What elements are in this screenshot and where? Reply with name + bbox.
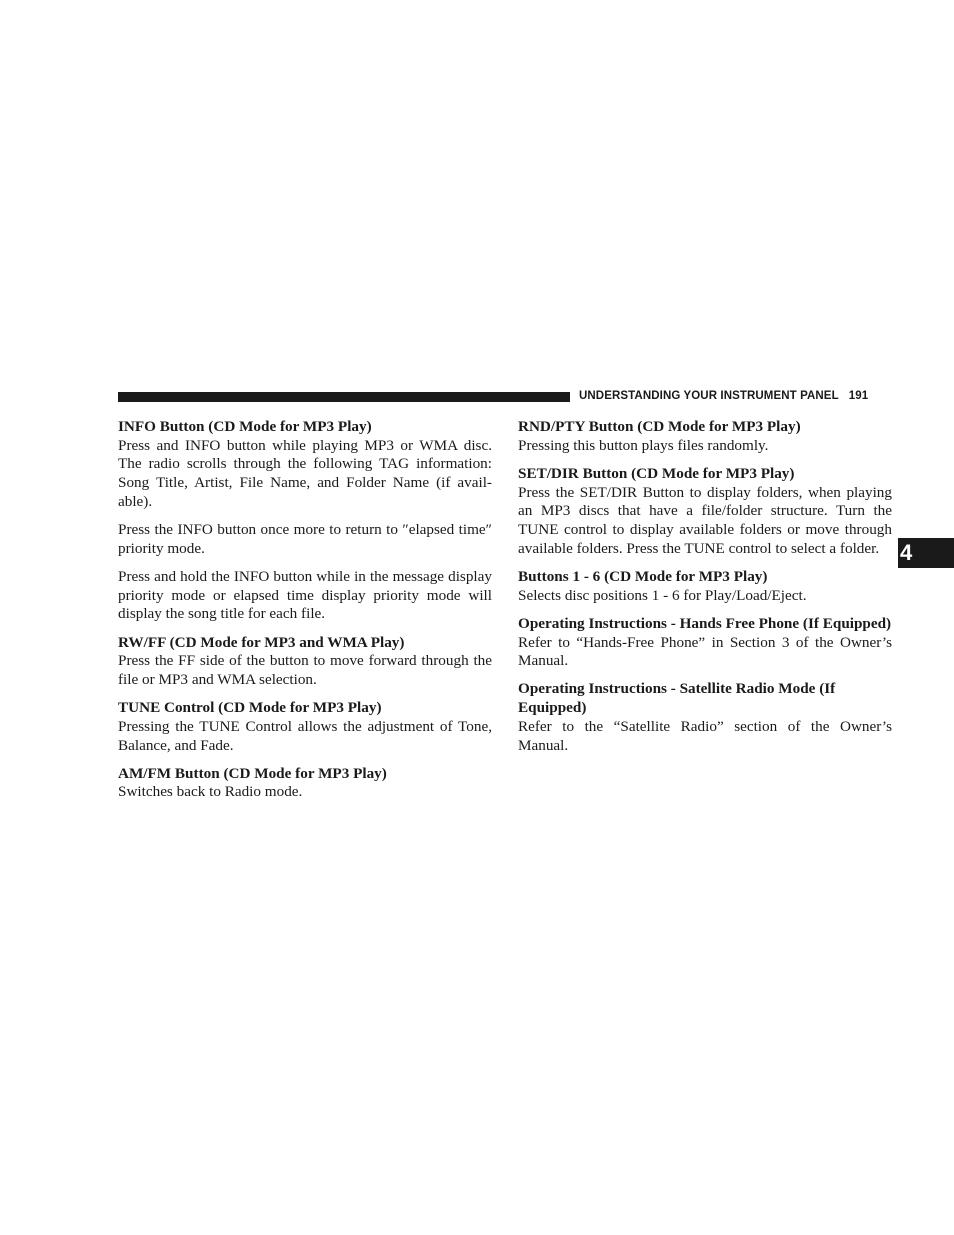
section-heading: AM/FM Button (CD Mode for MP3 Play) xyxy=(118,764,387,782)
header-rule xyxy=(118,392,570,402)
section-paragraph: Refer to the “Satellite Radio” section of the Owner’s Manual. xyxy=(518,717,892,754)
section-rnd-pty-button xyxy=(518,418,892,455)
section-set-dir-button xyxy=(518,465,892,559)
section-paragraph: Switches back to Radio mode. xyxy=(118,783,303,801)
section-tune-control xyxy=(118,699,492,755)
section-paragraph: Refer to “Hands-Free Phone” in Section 3 of the Owner’s Manual. xyxy=(518,633,892,670)
chapter-tab xyxy=(898,538,954,568)
section-rw-ff xyxy=(118,634,492,690)
section-heading: Operating Instructions - Satellite Radio Mode (If Equipped) xyxy=(518,680,836,717)
section-heading: TUNE Control (CD Mode for MP3 Play) xyxy=(118,699,382,717)
running-header xyxy=(579,390,868,402)
section-satellite-radio xyxy=(518,680,892,755)
section-heading: RW/FF (CD Mode for MP3 and WMA Play) xyxy=(118,633,405,651)
section-paragraph: Press the SET/DIR Button to display folders, when playing an MP3 discs that have a file/folder structure. Turn the TUNE control to display available folders or move through available folders. Press the TUNE control to select a folder. xyxy=(518,483,892,557)
section-am-fm-button xyxy=(118,765,492,802)
section-heading: INFO Button (CD Mode for MP3 Play) xyxy=(118,418,372,435)
section-paragraph: Press and hold the INFO button while in the message display priority mode or elapsed time display priority mode will display the song title for each file. xyxy=(118,567,492,623)
left-column xyxy=(118,418,492,812)
header-title: UNDERSTANDING YOUR INSTRUMENT PANEL xyxy=(579,390,839,402)
chapter-number: 4 xyxy=(900,540,913,565)
section-heading: Operating Instructions - Hands Free Phone (If Equipped) xyxy=(518,614,892,632)
section-buttons-1-6 xyxy=(518,568,892,605)
section-heading: Buttons 1 - 6 (CD Mode for MP3 Play) xyxy=(518,567,768,585)
section-heading: SET/DIR Button (CD Mode for MP3 Play) xyxy=(518,464,795,482)
section-hands-free-phone xyxy=(518,615,892,671)
page-number: 191 xyxy=(848,390,869,402)
section-heading: RND/PTY Button (CD Mode for MP3 Play) xyxy=(518,418,801,435)
section-paragraph: Press the FF side of the button to move forward through the file or MP3 and WMA selection. xyxy=(118,652,492,688)
section-info-button xyxy=(118,418,492,624)
section-paragraph: Pressing this button plays files randomly. xyxy=(518,436,769,454)
section-paragraph: Press and INFO button while playing MP3 or WMA disc. The radio scrolls through the following TAG information: Song Title, Artist, File Name, and Folder Name (if avail-able). xyxy=(118,436,492,510)
section-paragraph: Press the INFO button once more to return to ″elapsed time″ priority mode. xyxy=(118,521,492,557)
right-column xyxy=(518,418,892,765)
section-paragraph: Pressing the TUNE Control allows the adjustment of Tone, Balance, and Fade. xyxy=(118,717,492,754)
section-paragraph: Selects disc positions 1 - 6 for Play/Load/Eject. xyxy=(518,586,807,604)
